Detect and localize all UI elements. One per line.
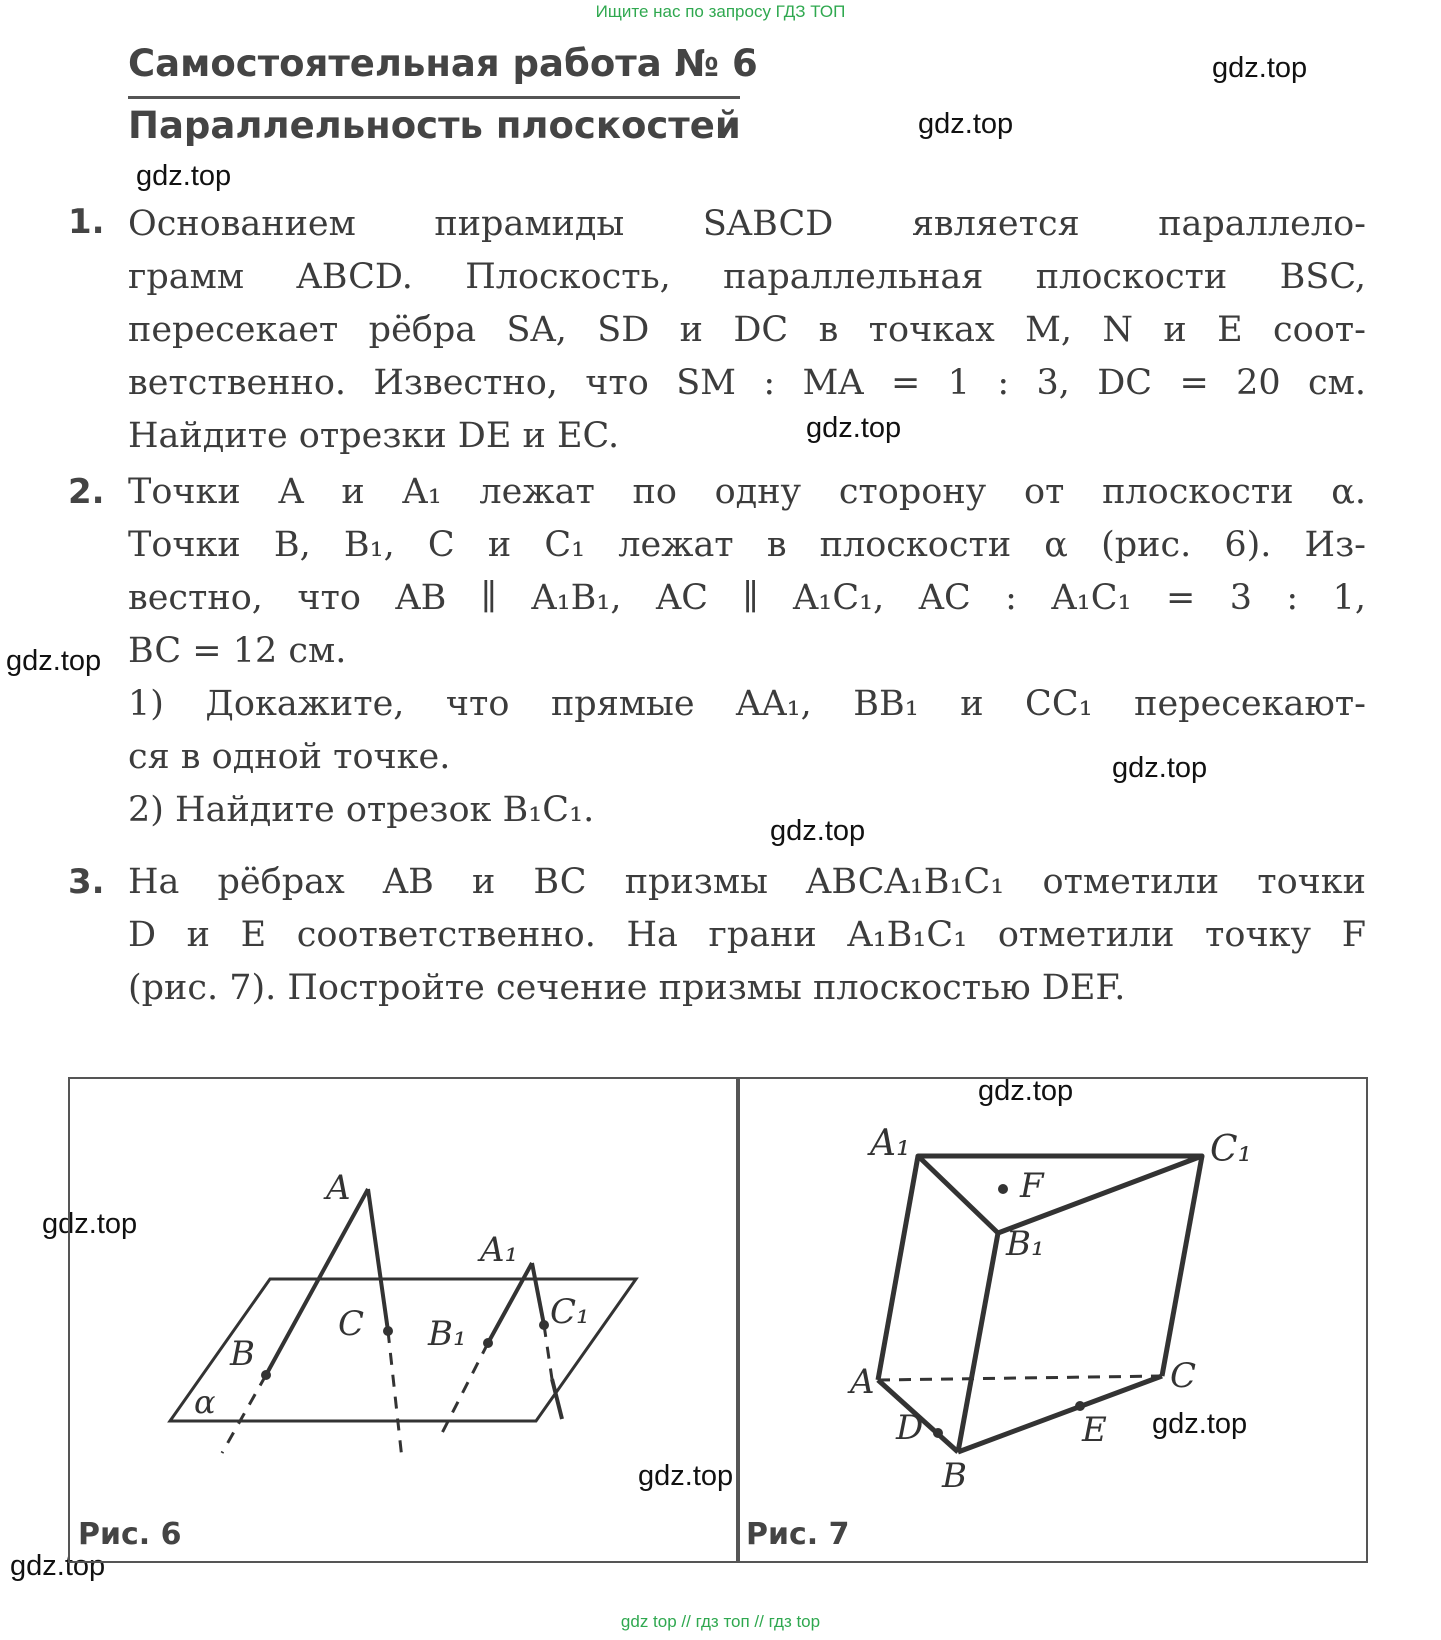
watermark: gdz.top bbox=[1112, 752, 1208, 784]
extension-AC bbox=[388, 1331, 402, 1459]
edge-BB1 bbox=[958, 1233, 998, 1452]
watermark: gdz.top bbox=[638, 1460, 734, 1492]
label-E: E bbox=[1082, 1410, 1107, 1450]
segment-A1B1 bbox=[488, 1263, 532, 1343]
text-line: Точки B, B₁, C и C₁ лежат в плоскости α (рис. 6). Из- bbox=[128, 525, 1366, 565]
edge-AA1 bbox=[878, 1156, 918, 1380]
text-line: Найдите отрезки DE и EC. bbox=[128, 416, 620, 456]
problem-2-number: 2. bbox=[68, 472, 105, 512]
text-line: 1) Докажите, что прямые AA₁, BB₁ и CC₁ пересекают- bbox=[128, 684, 1366, 724]
watermark: gdz.top bbox=[10, 1550, 106, 1582]
segment-A1C1 bbox=[532, 1263, 544, 1325]
figure-6-diagram bbox=[70, 1079, 738, 1561]
label-C1: C₁ bbox=[1210, 1129, 1252, 1170]
label-B: B bbox=[942, 1456, 967, 1496]
watermark: gdz.top bbox=[978, 1075, 1074, 1107]
label-A1: A₁ bbox=[480, 1230, 519, 1270]
extension-AB bbox=[222, 1375, 266, 1453]
watermark: gdz.top bbox=[1212, 52, 1308, 84]
text-line: (рис. 7). Постройте сечение призмы плоскостью DEF. bbox=[128, 968, 1126, 1008]
text-line: вестно, что AB ∥ A₁B₁, AC ∥ A₁C₁, AC : A₁C₁ = 3 : 1, bbox=[128, 578, 1366, 618]
figure-7-diagram bbox=[738, 1079, 1366, 1561]
point-C bbox=[383, 1326, 393, 1336]
label-B1: B₁ bbox=[428, 1314, 467, 1354]
label-A: A bbox=[326, 1168, 351, 1208]
problem-3-number: 3. bbox=[68, 862, 105, 902]
top-face bbox=[918, 1156, 1202, 1233]
watermark: gdz.top bbox=[806, 412, 902, 444]
text-line: грамм ABCD. Плоскость, параллельная плоскости BSC, bbox=[128, 257, 1366, 297]
problem-2-text bbox=[128, 466, 1366, 837]
watermark: gdz.top bbox=[42, 1208, 138, 1240]
watermark: gdz.top bbox=[918, 108, 1014, 140]
label-C1: C₁ bbox=[550, 1292, 590, 1332]
text-line: пересекает рёбра SA, SD и DC в точках M, N и E соот- bbox=[128, 310, 1366, 350]
label-alpha: α bbox=[194, 1383, 216, 1421]
watermark: gdz.top bbox=[770, 815, 866, 847]
edge-BC bbox=[958, 1376, 1162, 1452]
text-line: ся в одной точке. bbox=[128, 737, 451, 777]
page-title: Самостоятельная работа № 6 bbox=[128, 42, 758, 85]
point-C1 bbox=[539, 1320, 549, 1330]
extension-A1C1 bbox=[544, 1325, 552, 1379]
title-underline bbox=[128, 96, 740, 99]
problem-3-text bbox=[128, 856, 1366, 1015]
label-D: D bbox=[896, 1408, 924, 1448]
problem-1-number: 1. bbox=[68, 202, 105, 242]
watermark: gdz.top bbox=[6, 645, 102, 677]
text-line: BC = 12 см. bbox=[128, 631, 347, 671]
text-line: 2) Найдите отрезок B₁C₁. bbox=[128, 790, 595, 830]
edge-CC1 bbox=[1162, 1156, 1202, 1376]
label-F: F bbox=[1020, 1166, 1044, 1206]
point-F bbox=[998, 1184, 1008, 1194]
label-B: B bbox=[230, 1334, 255, 1374]
segment-AB bbox=[266, 1189, 368, 1375]
figure-7-frame bbox=[736, 1077, 1368, 1563]
text-line: D и E соответственно. На грани A₁B₁C₁ отметили точку F bbox=[128, 915, 1366, 955]
search-banner[interactable]: Ищите нас по запросу ГДЗ ТОП bbox=[595, 2, 846, 21]
text-line: ветственно. Известно, что SM : MA = 1 : 3, DC = 20 см. bbox=[128, 363, 1366, 403]
text-line: Основанием пирамиды SABCD является параллело- bbox=[128, 204, 1366, 244]
label-C: C bbox=[1170, 1356, 1197, 1396]
segment-AC bbox=[368, 1189, 388, 1331]
figure-7-caption: Рис. 7 bbox=[746, 1517, 850, 1552]
figure-6-caption: Рис. 6 bbox=[78, 1517, 182, 1552]
point-B1 bbox=[483, 1338, 493, 1348]
text-line: На рёбрах AB и BC призмы ABCA₁B₁C₁ отметили точки bbox=[128, 862, 1366, 902]
point-D bbox=[933, 1428, 943, 1438]
label-C: C bbox=[338, 1304, 365, 1344]
footer-links[interactable]: gdz top // гдз топ // гдз top bbox=[620, 1612, 821, 1631]
problem-1-text bbox=[128, 198, 1366, 463]
watermark: gdz.top bbox=[1152, 1408, 1248, 1440]
extension-A1B1 bbox=[440, 1343, 488, 1437]
point-B bbox=[261, 1370, 271, 1380]
edge-AC-hidden bbox=[878, 1376, 1162, 1380]
page-subtitle: Параллельность плоскостей bbox=[128, 104, 741, 147]
label-B1: B₁ bbox=[1006, 1224, 1045, 1264]
label-A: A bbox=[850, 1362, 875, 1402]
label-A1: A₁ bbox=[870, 1123, 911, 1164]
text-line: Точки A и A₁ лежат по одну сторону от плоскости α. bbox=[128, 472, 1366, 512]
watermark: gdz.top bbox=[136, 160, 232, 192]
figure-6-frame bbox=[68, 1077, 740, 1563]
